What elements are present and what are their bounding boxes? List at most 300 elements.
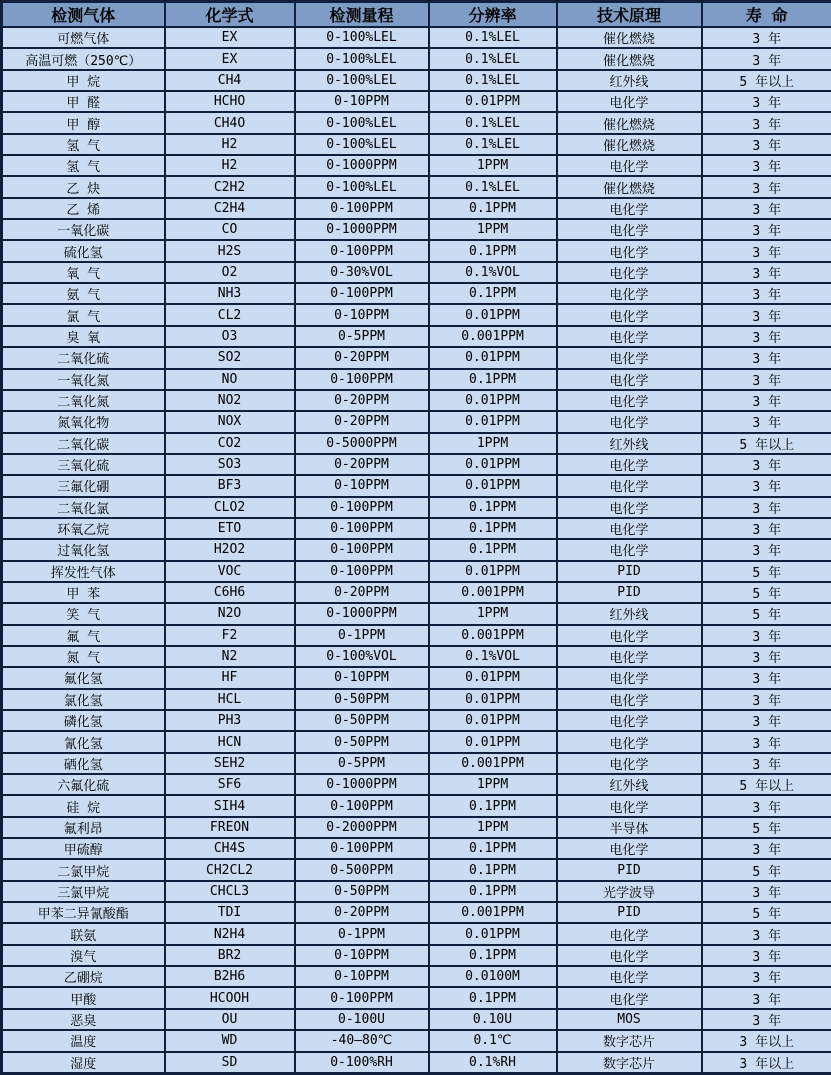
cell-lifespan: 3 年 [702, 710, 831, 731]
cell-chemical-formula: NO [165, 369, 295, 390]
cell-resolution: 0.1%LEL [429, 134, 557, 155]
cell-gas-name: 氯化氢 [2, 689, 165, 710]
cell-resolution: 0.1PPM [429, 240, 557, 261]
cell-technology: 红外线 [557, 70, 702, 91]
cell-lifespan: 5 年以上 [702, 433, 831, 454]
cell-resolution: 0.1PPM [429, 539, 557, 560]
table-row [2, 326, 831, 347]
cell-resolution: 1PPM [429, 817, 557, 838]
cell-chemical-formula: SO2 [165, 347, 295, 368]
cell-technology: 电化学 [557, 262, 702, 283]
cell-detection-range: 0-50PPM [295, 731, 429, 752]
cell-technology: 催化燃烧 [557, 112, 702, 133]
table-row [2, 646, 831, 667]
cell-resolution: 1PPM [429, 603, 557, 624]
cell-detection-range: 0-100%VOL [295, 646, 429, 667]
cell-resolution: 0.01PPM [429, 390, 557, 411]
cell-gas-name: 笑 气 [2, 603, 165, 624]
cell-technology: 电化学 [557, 390, 702, 411]
cell-chemical-formula: O2 [165, 262, 295, 283]
cell-technology: 电化学 [557, 923, 702, 944]
cell-resolution: 0.1PPM [429, 369, 557, 390]
cell-resolution: 0.10U [429, 1009, 557, 1030]
table-row [2, 667, 831, 688]
table-row [2, 838, 831, 859]
cell-gas-name: 氟 气 [2, 625, 165, 646]
cell-gas-name: 乙 炔 [2, 176, 165, 197]
table-row [2, 582, 831, 603]
table-row [2, 347, 831, 368]
cell-technology: 电化学 [557, 326, 702, 347]
cell-gas-name: 甲 醇 [2, 112, 165, 133]
cell-technology: 电化学 [557, 347, 702, 368]
cell-resolution: 0.01PPM [429, 923, 557, 944]
table-row [2, 753, 831, 774]
table-row [2, 859, 831, 880]
cell-gas-name: 过氧化氢 [2, 539, 165, 560]
table-row [2, 923, 831, 944]
cell-gas-name: 湿度 [2, 1052, 165, 1074]
cell-lifespan: 3 年 [702, 176, 831, 197]
cell-gas-name: 三氧化硫 [2, 454, 165, 475]
cell-lifespan: 3 年 [702, 91, 831, 112]
cell-technology: 红外线 [557, 433, 702, 454]
cell-detection-range: 0-10PPM [295, 945, 429, 966]
table-row [2, 198, 831, 219]
cell-gas-name: 挥发性气体 [2, 561, 165, 582]
table-row [2, 475, 831, 496]
cell-detection-range: 0-100PPM [295, 539, 429, 560]
table-row [2, 1030, 831, 1051]
cell-chemical-formula: SF6 [165, 774, 295, 795]
cell-technology: PID [557, 902, 702, 923]
cell-detection-range: 0-10PPM [295, 966, 429, 987]
column-header-lifespan: 寿 命 [702, 2, 831, 28]
cell-detection-range: 0-50PPM [295, 689, 429, 710]
cell-gas-name: 硅 烷 [2, 795, 165, 816]
cell-detection-range: 0-10PPM [295, 475, 429, 496]
cell-gas-name: 恶臭 [2, 1009, 165, 1030]
cell-technology: 电化学 [557, 987, 702, 1008]
cell-resolution: 0.1%LEL [429, 48, 557, 69]
table-row [2, 625, 831, 646]
cell-detection-range: 0-20PPM [295, 902, 429, 923]
cell-resolution: 0.1PPM [429, 987, 557, 1008]
cell-detection-range: 0-10PPM [295, 304, 429, 325]
cell-technology: 电化学 [557, 475, 702, 496]
cell-lifespan: 3 年以上 [702, 1030, 831, 1051]
cell-technology: 半导体 [557, 817, 702, 838]
cell-resolution: 1PPM [429, 774, 557, 795]
cell-resolution: 0.1%VOL [429, 262, 557, 283]
cell-lifespan: 3 年 [702, 1009, 831, 1030]
cell-chemical-formula: H2S [165, 240, 295, 261]
cell-detection-range: 0-50PPM [295, 881, 429, 902]
cell-technology: 光学波导 [557, 881, 702, 902]
cell-lifespan: 5 年 [702, 859, 831, 880]
cell-lifespan: 3 年 [702, 539, 831, 560]
cell-detection-range: 0-10PPM [295, 667, 429, 688]
cell-technology: 电化学 [557, 155, 702, 176]
table-row [2, 902, 831, 923]
cell-chemical-formula: HCN [165, 731, 295, 752]
cell-detection-range: 0-20PPM [295, 582, 429, 603]
cell-lifespan: 3 年 [702, 731, 831, 752]
cell-resolution: 0.1%LEL [429, 27, 557, 48]
cell-chemical-formula: ETO [165, 518, 295, 539]
cell-chemical-formula: C2H4 [165, 198, 295, 219]
cell-chemical-formula: NO2 [165, 390, 295, 411]
header-row [2, 2, 831, 28]
cell-detection-range: 0-1PPM [295, 625, 429, 646]
cell-technology: MOS [557, 1009, 702, 1030]
cell-resolution: 0.01PPM [429, 667, 557, 688]
cell-technology: PID [557, 582, 702, 603]
cell-lifespan: 3 年 [702, 667, 831, 688]
cell-resolution: 0.1PPM [429, 795, 557, 816]
cell-chemical-formula: BR2 [165, 945, 295, 966]
column-header-detection-range: 检测量程 [295, 2, 429, 28]
cell-lifespan: 3 年 [702, 475, 831, 496]
table-row [2, 48, 831, 69]
cell-detection-range: 0-100PPM [295, 369, 429, 390]
cell-resolution: 0.01PPM [429, 304, 557, 325]
cell-gas-name: 高温可燃（250℃） [2, 48, 165, 69]
cell-detection-range: 0-2000PPM [295, 817, 429, 838]
cell-lifespan: 3 年 [702, 112, 831, 133]
cell-lifespan: 3 年 [702, 219, 831, 240]
cell-resolution: 1PPM [429, 433, 557, 454]
cell-technology: 电化学 [557, 304, 702, 325]
cell-gas-name: 氯 气 [2, 304, 165, 325]
cell-gas-name: 二氧化氯 [2, 497, 165, 518]
cell-lifespan: 3 年 [702, 795, 831, 816]
table-row [2, 369, 831, 390]
cell-lifespan: 3 年 [702, 304, 831, 325]
cell-technology: 电化学 [557, 753, 702, 774]
cell-detection-range: 0-100%LEL [295, 48, 429, 69]
table-row [2, 454, 831, 475]
cell-chemical-formula: SIH4 [165, 795, 295, 816]
cell-technology: 数字芯片 [557, 1030, 702, 1051]
cell-technology: 催化燃烧 [557, 48, 702, 69]
cell-lifespan: 3 年 [702, 966, 831, 987]
table-row [2, 155, 831, 176]
table-row [2, 27, 831, 48]
table-row [2, 987, 831, 1008]
cell-gas-name: 二氧化氮 [2, 390, 165, 411]
cell-detection-range: 0-100PPM [295, 795, 429, 816]
cell-detection-range: 0-100%LEL [295, 134, 429, 155]
cell-technology: 红外线 [557, 774, 702, 795]
table-row [2, 262, 831, 283]
cell-gas-name: 氢 气 [2, 134, 165, 155]
table-row [2, 390, 831, 411]
cell-gas-name: 可燃气体 [2, 27, 165, 48]
cell-lifespan: 3 年 [702, 945, 831, 966]
cell-gas-name: 环氧乙烷 [2, 518, 165, 539]
cell-chemical-formula: CL2 [165, 304, 295, 325]
cell-detection-range: 0-5000PPM [295, 433, 429, 454]
cell-technology: 电化学 [557, 795, 702, 816]
cell-resolution: 0.001PPM [429, 582, 557, 603]
cell-gas-name: 一氧化氮 [2, 369, 165, 390]
cell-resolution: 0.1PPM [429, 518, 557, 539]
cell-gas-name: 溴气 [2, 945, 165, 966]
cell-resolution: 0.001PPM [429, 625, 557, 646]
cell-gas-name: 六氟化硫 [2, 774, 165, 795]
cell-chemical-formula: CH4 [165, 70, 295, 91]
table-row [2, 561, 831, 582]
cell-resolution: 0.01PPM [429, 347, 557, 368]
cell-detection-range: 0-100PPM [295, 561, 429, 582]
cell-gas-name: 二氧化碳 [2, 433, 165, 454]
cell-chemical-formula: HCOOH [165, 987, 295, 1008]
cell-lifespan: 5 年 [702, 902, 831, 923]
cell-gas-name: 氟化氢 [2, 667, 165, 688]
cell-resolution: 0.1%RH [429, 1052, 557, 1074]
cell-chemical-formula: SEH2 [165, 753, 295, 774]
cell-technology: 电化学 [557, 219, 702, 240]
cell-gas-name: 甲酸 [2, 987, 165, 1008]
cell-detection-range: 0-100U [295, 1009, 429, 1030]
cell-detection-range: 0-5PPM [295, 326, 429, 347]
cell-chemical-formula: H2O2 [165, 539, 295, 560]
cell-technology: 电化学 [557, 539, 702, 560]
cell-lifespan: 3 年 [702, 518, 831, 539]
cell-resolution: 0.01PPM [429, 731, 557, 752]
cell-gas-name: 氨 气 [2, 283, 165, 304]
cell-resolution: 0.01PPM [429, 561, 557, 582]
cell-lifespan: 3 年 [702, 753, 831, 774]
cell-detection-range: 0-20PPM [295, 390, 429, 411]
cell-lifespan: 3 年 [702, 134, 831, 155]
cell-detection-range: 0-1000PPM [295, 774, 429, 795]
cell-technology: 电化学 [557, 667, 702, 688]
cell-resolution: 0.1%LEL [429, 70, 557, 91]
cell-detection-range: 0-100PPM [295, 497, 429, 518]
cell-detection-range: 0-100PPM [295, 198, 429, 219]
cell-detection-range: 0-1PPM [295, 923, 429, 944]
cell-resolution: 0.1PPM [429, 838, 557, 859]
cell-technology: 催化燃烧 [557, 176, 702, 197]
cell-chemical-formula: C2H2 [165, 176, 295, 197]
cell-technology: 电化学 [557, 198, 702, 219]
cell-technology: 电化学 [557, 91, 702, 112]
cell-gas-name: 氟利昂 [2, 817, 165, 838]
cell-technology: 电化学 [557, 283, 702, 304]
table-row [2, 966, 831, 987]
cell-lifespan: 3 年 [702, 369, 831, 390]
cell-lifespan: 3 年 [702, 987, 831, 1008]
cell-detection-range: 0-500PPM [295, 859, 429, 880]
cell-chemical-formula: TDI [165, 902, 295, 923]
cell-technology: 电化学 [557, 838, 702, 859]
cell-gas-name: 氢 气 [2, 155, 165, 176]
cell-resolution: 0.01PPM [429, 475, 557, 496]
cell-gas-name: 联氨 [2, 923, 165, 944]
cell-lifespan: 3 年 [702, 497, 831, 518]
table-row [2, 1009, 831, 1030]
table-row [2, 134, 831, 155]
cell-resolution: 0.1%LEL [429, 176, 557, 197]
cell-chemical-formula: CH4S [165, 838, 295, 859]
cell-chemical-formula: CH4O [165, 112, 295, 133]
cell-technology: 催化燃烧 [557, 27, 702, 48]
cell-technology: 电化学 [557, 497, 702, 518]
cell-resolution: 0.0100M [429, 966, 557, 987]
cell-resolution: 0.1%VOL [429, 646, 557, 667]
cell-gas-name: 甲硫醇 [2, 838, 165, 859]
cell-gas-name: 氮 气 [2, 646, 165, 667]
table-row [2, 112, 831, 133]
cell-lifespan: 5 年以上 [702, 774, 831, 795]
table-row [2, 91, 831, 112]
cell-lifespan: 5 年 [702, 817, 831, 838]
cell-gas-name: 乙 烯 [2, 198, 165, 219]
cell-lifespan: 5 年 [702, 561, 831, 582]
cell-detection-range: 0-5PPM [295, 753, 429, 774]
cell-lifespan: 3 年 [702, 198, 831, 219]
table-row [2, 518, 831, 539]
table-row [2, 1052, 831, 1074]
table-row [2, 710, 831, 731]
cell-gas-name: 二氧化硫 [2, 347, 165, 368]
cell-technology: PID [557, 561, 702, 582]
table-row [2, 817, 831, 838]
cell-technology: 电化学 [557, 689, 702, 710]
cell-detection-range: 0-100PPM [295, 518, 429, 539]
cell-technology: 电化学 [557, 454, 702, 475]
cell-chemical-formula: O3 [165, 326, 295, 347]
cell-chemical-formula: FREON [165, 817, 295, 838]
table-row [2, 689, 831, 710]
cell-resolution: 0.1PPM [429, 881, 557, 902]
table-row [2, 945, 831, 966]
cell-lifespan: 3 年 [702, 390, 831, 411]
cell-technology: 电化学 [557, 646, 702, 667]
cell-chemical-formula: CO [165, 219, 295, 240]
table-row [2, 539, 831, 560]
cell-resolution: 0.01PPM [429, 710, 557, 731]
cell-chemical-formula: N2 [165, 646, 295, 667]
cell-chemical-formula: WD [165, 1030, 295, 1051]
cell-detection-range: 0-20PPM [295, 347, 429, 368]
cell-lifespan: 3 年以上 [702, 1052, 831, 1074]
cell-lifespan: 5 年以上 [702, 70, 831, 91]
cell-chemical-formula: NOX [165, 411, 295, 432]
cell-chemical-formula: VOC [165, 561, 295, 582]
cell-lifespan: 3 年 [702, 347, 831, 368]
cell-chemical-formula: HCL [165, 689, 295, 710]
column-header-resolution: 分辨率 [429, 2, 557, 28]
cell-chemical-formula: PH3 [165, 710, 295, 731]
cell-technology: PID [557, 859, 702, 880]
cell-detection-range: 0-10PPM [295, 91, 429, 112]
cell-resolution: 0.001PPM [429, 326, 557, 347]
cell-technology: 电化学 [557, 731, 702, 752]
cell-chemical-formula: N2H4 [165, 923, 295, 944]
cell-technology: 电化学 [557, 411, 702, 432]
cell-detection-range: 0-30%VOL [295, 262, 429, 283]
cell-chemical-formula: CH2CL2 [165, 859, 295, 880]
cell-chemical-formula: HCHO [165, 91, 295, 112]
cell-gas-name: 磷化氢 [2, 710, 165, 731]
cell-detection-range: 0-100%RH [295, 1052, 429, 1074]
cell-detection-range: 0-100%LEL [295, 27, 429, 48]
cell-gas-name: 硒化氢 [2, 753, 165, 774]
cell-detection-range: 0-100PPM [295, 283, 429, 304]
cell-chemical-formula: EX [165, 48, 295, 69]
cell-detection-range: 0-100PPM [295, 987, 429, 1008]
cell-chemical-formula: F2 [165, 625, 295, 646]
cell-chemical-formula: BF3 [165, 475, 295, 496]
table-row [2, 497, 831, 518]
cell-lifespan: 3 年 [702, 262, 831, 283]
cell-resolution: 0.001PPM [429, 753, 557, 774]
cell-technology: 电化学 [557, 240, 702, 261]
table-row [2, 795, 831, 816]
cell-gas-name: 三氯甲烷 [2, 881, 165, 902]
table-row [2, 240, 831, 261]
table-row [2, 283, 831, 304]
cell-resolution: 0.1PPM [429, 198, 557, 219]
cell-gas-name: 一氧化碳 [2, 219, 165, 240]
cell-gas-name: 甲 苯 [2, 582, 165, 603]
cell-technology: 电化学 [557, 710, 702, 731]
table-row [2, 881, 831, 902]
cell-gas-name: 二氯甲烷 [2, 859, 165, 880]
table-row [2, 411, 831, 432]
cell-lifespan: 3 年 [702, 923, 831, 944]
cell-lifespan: 3 年 [702, 411, 831, 432]
cell-detection-range: 0-100PPM [295, 838, 429, 859]
cell-detection-range: 0-100%LEL [295, 70, 429, 91]
cell-gas-name: 硫化氢 [2, 240, 165, 261]
cell-gas-name: 甲苯二异氰酸酯 [2, 902, 165, 923]
cell-chemical-formula: OU [165, 1009, 295, 1030]
cell-detection-range: 0-20PPM [295, 454, 429, 475]
cell-resolution: 0.1%LEL [429, 112, 557, 133]
table-row [2, 70, 831, 91]
cell-lifespan: 3 年 [702, 838, 831, 859]
cell-technology: 催化燃烧 [557, 134, 702, 155]
cell-chemical-formula: CHCL3 [165, 881, 295, 902]
cell-gas-name: 臭 氧 [2, 326, 165, 347]
cell-resolution: 0.1PPM [429, 283, 557, 304]
cell-technology: 电化学 [557, 945, 702, 966]
cell-resolution: 0.01PPM [429, 689, 557, 710]
cell-resolution: 0.1PPM [429, 945, 557, 966]
cell-lifespan: 5 年 [702, 582, 831, 603]
table-row [2, 304, 831, 325]
cell-chemical-formula: N2O [165, 603, 295, 624]
cell-detection-range: 0-100PPM [295, 240, 429, 261]
cell-resolution: 0.01PPM [429, 454, 557, 475]
cell-lifespan: 3 年 [702, 625, 831, 646]
column-header-chemical-formula: 化学式 [165, 2, 295, 28]
cell-detection-range: 0-50PPM [295, 710, 429, 731]
table-row [2, 176, 831, 197]
cell-technology: 电化学 [557, 369, 702, 390]
cell-lifespan: 3 年 [702, 881, 831, 902]
cell-gas-name: 氮氧化物 [2, 411, 165, 432]
cell-lifespan: 5 年 [702, 603, 831, 624]
cell-gas-name: 三氟化硼 [2, 475, 165, 496]
table-row [2, 774, 831, 795]
cell-detection-range: 0-20PPM [295, 411, 429, 432]
cell-lifespan: 3 年 [702, 326, 831, 347]
